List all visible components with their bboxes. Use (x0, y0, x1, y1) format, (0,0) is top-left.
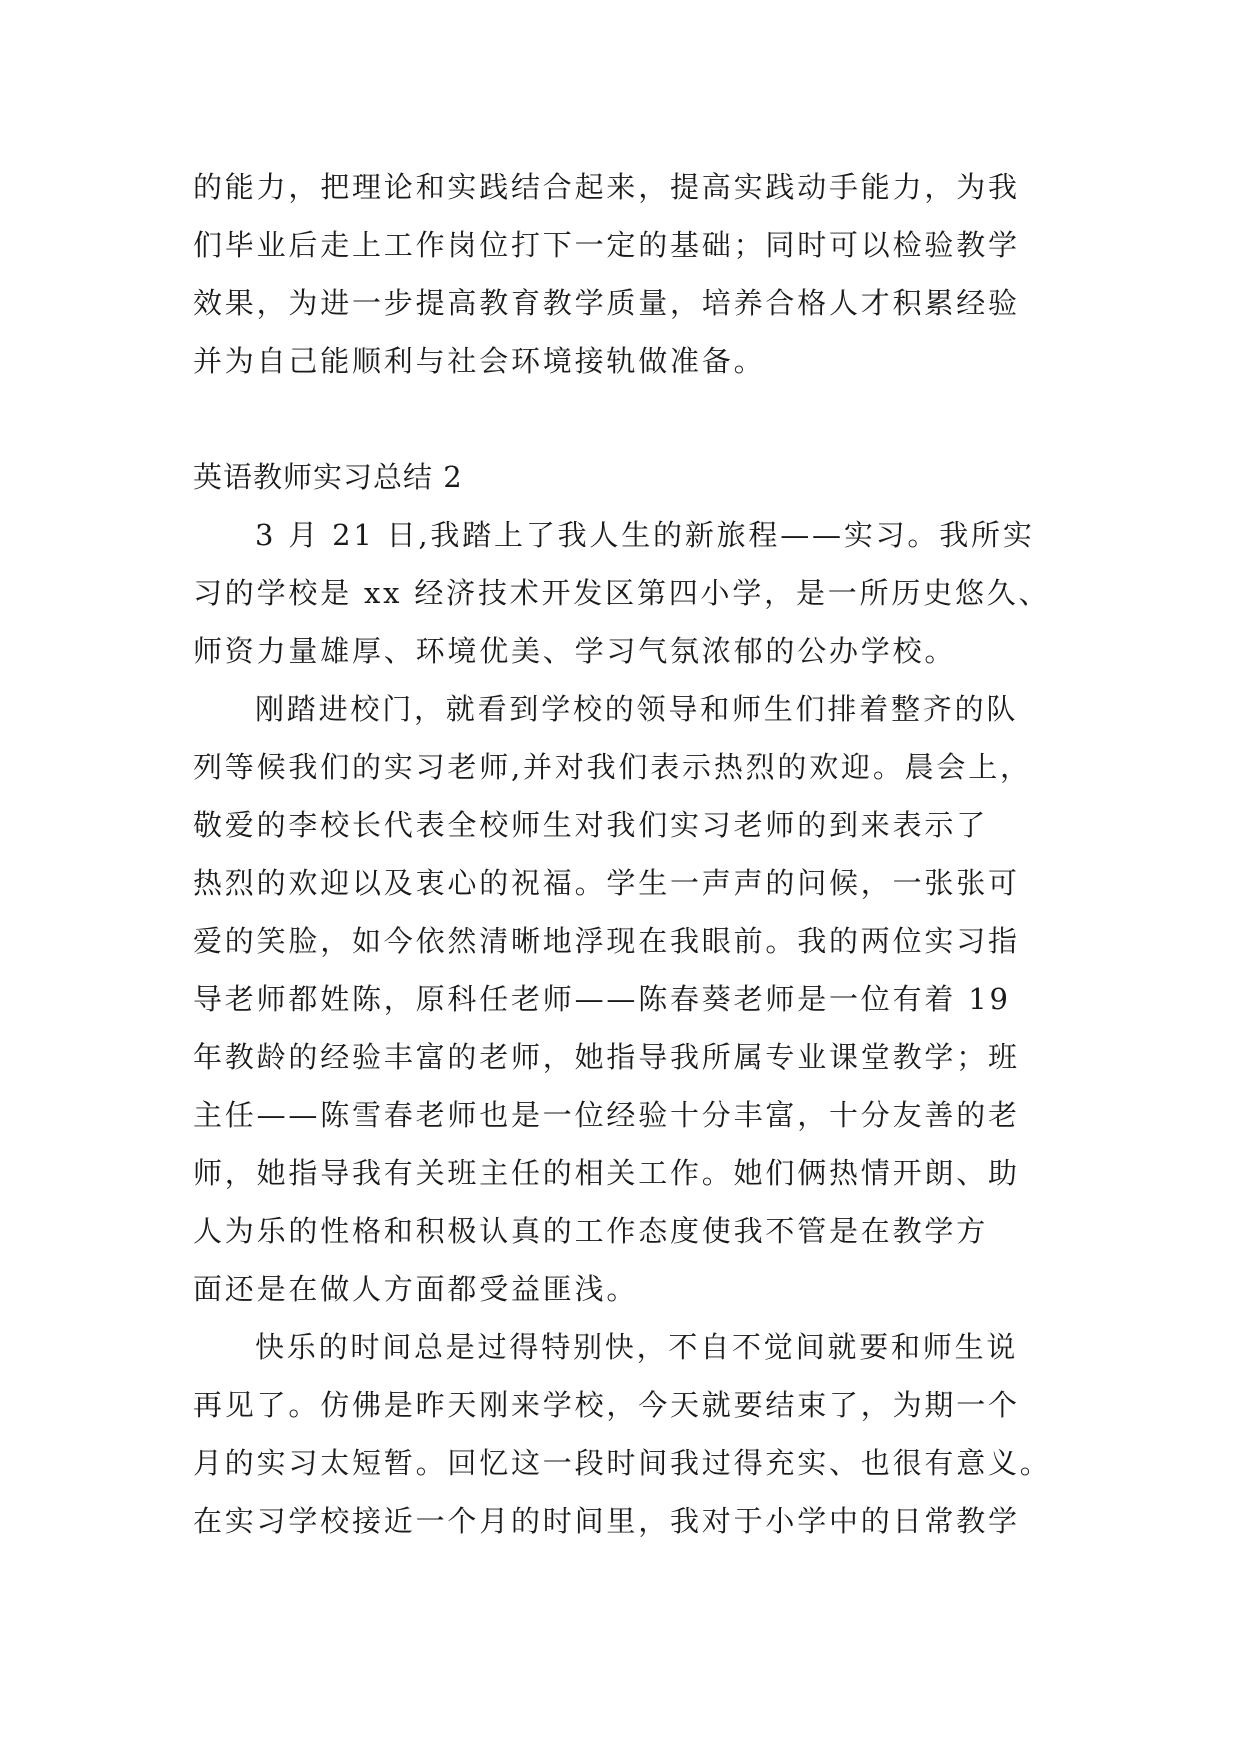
text-line: 敬爱的李校长代表全校师生对我们实习老师的到来表示了 (193, 808, 989, 842)
text-line: 并为自己能顺利与社会环境接轨做准备。 (193, 344, 766, 378)
text-line: 主任——陈雪春老师也是一位经验十分丰富，十分友善的老 (193, 1098, 1020, 1132)
text-line: 再见了。仿佛是昨天刚来学校，今天就要结束了，为期一个 (193, 1388, 1020, 1422)
text-line: 师，她指导我有关班主任的相关工作。她们俩热情开朗、助 (193, 1156, 1020, 1190)
text-line: 列等候我们的实习老师,并对我们表示热烈的欢迎。晨会上， (193, 750, 1032, 784)
text-line: 刚踏进校门，就看到学校的领导和师生们排着整齐的队 (255, 692, 1019, 726)
text-line: 导老师都姓陈，原科任老师——陈春葵老师是一位有着 19 (193, 982, 1011, 1016)
section-title: 英语教师实习总结 2 (193, 460, 463, 494)
text-line: 热烈的欢迎以及衷心的祝福。学生一声声的问候，一张张可 (193, 866, 1020, 900)
text-line: 在实习学校接近一个月的时间里，我对于小学中的日常教学 (193, 1504, 1020, 1538)
intro-paragraph (193, 158, 1073, 390)
text-line: 年教龄的经验丰富的老师，她指导我所属专业课堂教学；班 (193, 1040, 1020, 1074)
text-line: 习的学校是 xx 经济技术开发区第四小学，是一所历史悠久、 (193, 576, 1051, 610)
text-line: 面还是在做人方面都受益匪浅。 (193, 1272, 639, 1306)
text-line: 师资力量雄厚、环境优美、学习气氛浓郁的公办学校。 (193, 634, 957, 668)
paragraph-2 (193, 680, 1073, 1318)
text-line: 快乐的时间总是过得特别快，不自不觉间就要和师生说 (255, 1330, 1019, 1364)
text-line: 的能力，把理论和实践结合起来，提高实践动手能力，为我 (193, 170, 1020, 204)
text-line: 们毕业后走上工作岗位打下一定的基础；同时可以检验教学 (193, 228, 1020, 262)
text-line: 月的实习太短暂。回忆这一段时间我过得充实、也很有意义。 (193, 1446, 1052, 1480)
text-line: 爱的笑脸，如今依然清晰地浮现在我眼前。我的两位实习指 (193, 924, 1020, 958)
paragraph-1 (193, 506, 1073, 680)
text-line: 效果，为进一步提高教育教学质量，培养合格人才积累经验 (193, 286, 1020, 320)
text-line: 人为乐的性格和积极认真的工作态度使我不管是在教学方 (193, 1214, 989, 1248)
text-line: 3 月 21 日,我踏上了我人生的新旅程——实习。我所实 (255, 518, 1035, 552)
paragraph-3 (193, 1318, 1073, 1550)
